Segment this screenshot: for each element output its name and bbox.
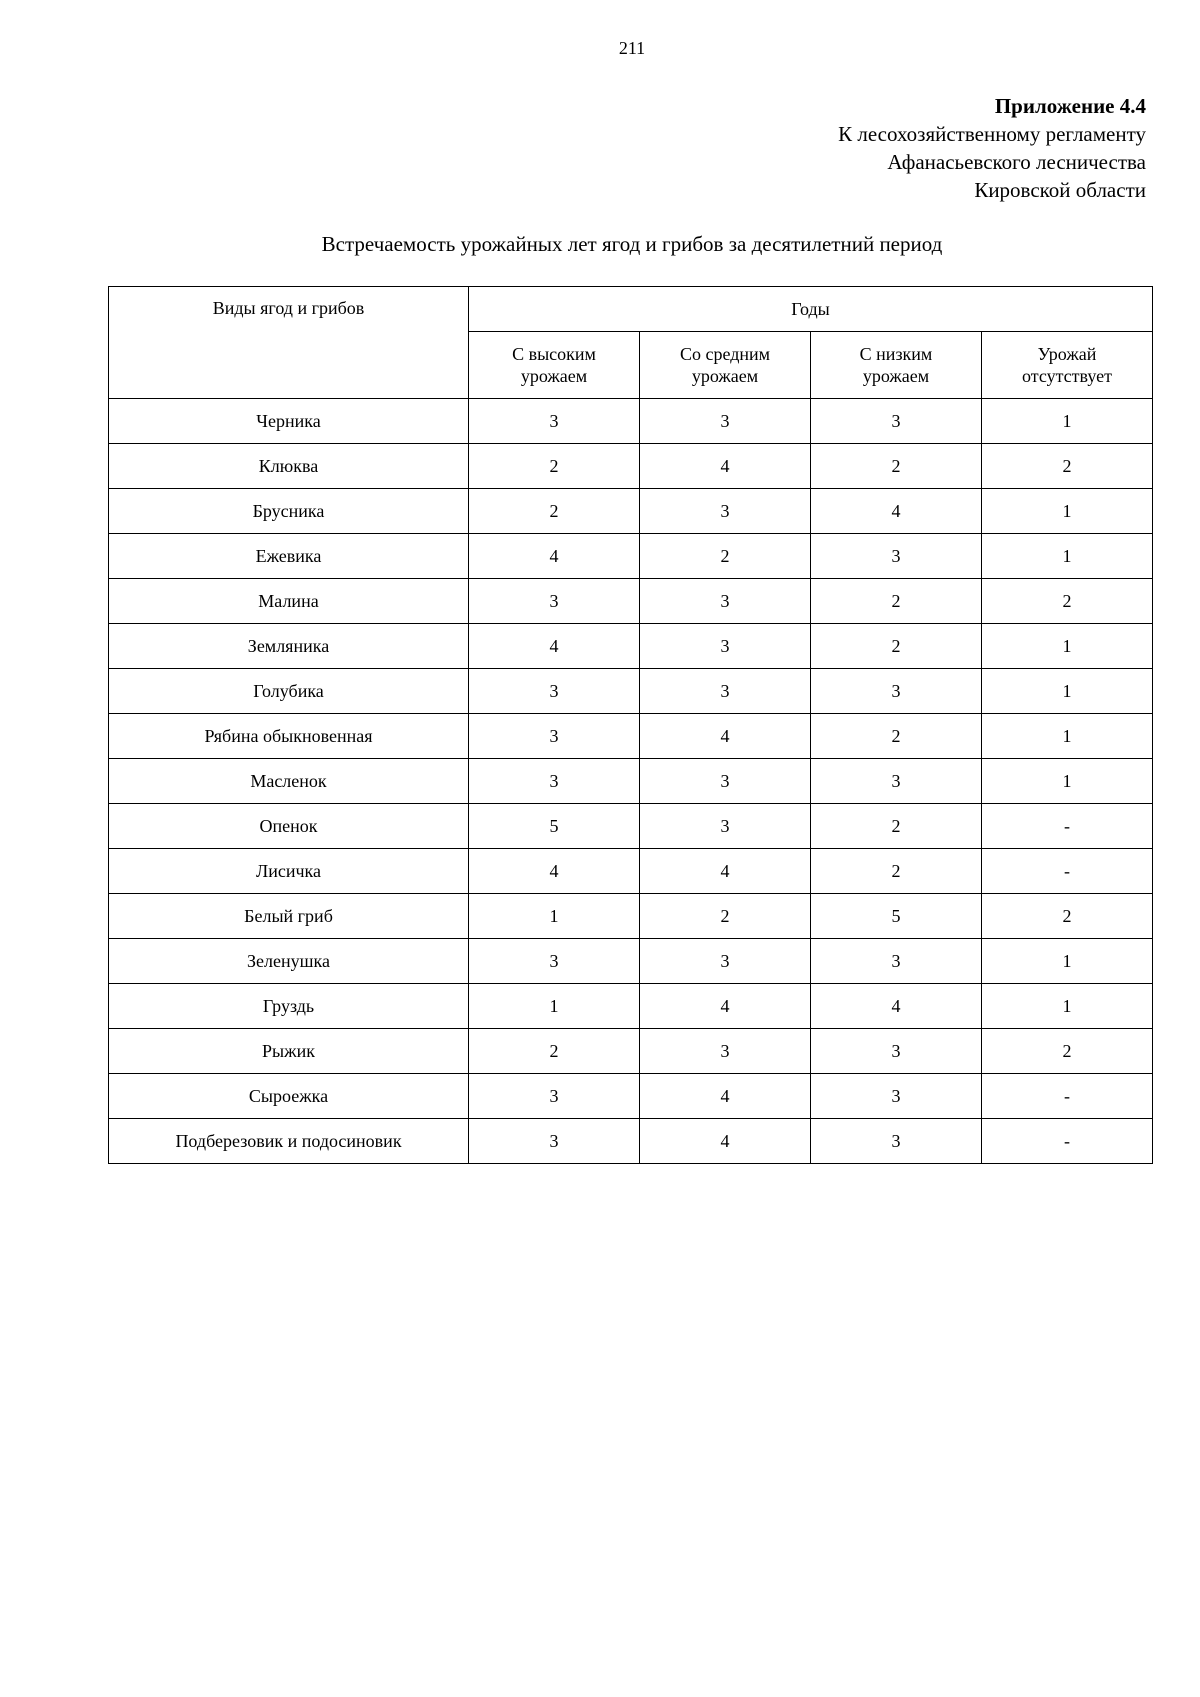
high-yield-cell: 3 <box>469 579 640 624</box>
low-yield-cell: 3 <box>811 399 982 444</box>
no-yield-cell: 1 <box>982 534 1153 579</box>
column-header-line: отсутствует <box>1021 366 1113 386</box>
low-yield-cell: 5 <box>811 894 982 939</box>
mid-yield-cell: 3 <box>640 624 811 669</box>
table-row <box>109 1074 1153 1119</box>
species-name-cell: Земляника <box>109 624 469 669</box>
table-row <box>109 579 1153 624</box>
column-header-line: урожаем <box>862 366 930 386</box>
species-name-cell: Черника <box>109 399 469 444</box>
mid-yield-cell: 2 <box>640 894 811 939</box>
high-yield-cell: 3 <box>469 1119 640 1164</box>
high-yield-cell: 3 <box>469 759 640 804</box>
no-yield-cell: - <box>982 1074 1153 1119</box>
low-yield-cell: 3 <box>811 939 982 984</box>
column-header-line: С низким <box>859 344 933 364</box>
species-name-cell: Малина <box>109 579 469 624</box>
appendix-block <box>838 92 1146 204</box>
species-name-cell: Сыроежка <box>109 1074 469 1119</box>
high-yield-cell: 3 <box>469 1074 640 1119</box>
table-row <box>109 399 1153 444</box>
mid-yield-cell: 3 <box>640 399 811 444</box>
page-number: 211 <box>618 38 646 58</box>
species-name-cell: Брусника <box>109 489 469 534</box>
low-yield-cell: 3 <box>811 759 982 804</box>
table-row <box>109 804 1153 849</box>
mid-yield-cell: 3 <box>640 489 811 534</box>
high-yield-cell: 4 <box>469 624 640 669</box>
no-yield-cell: 1 <box>982 399 1153 444</box>
table-row <box>109 1029 1153 1074</box>
mid-yield-cell: 4 <box>640 984 811 1029</box>
mid-yield-cell: 3 <box>640 804 811 849</box>
table-row <box>109 1119 1153 1164</box>
species-name-cell: Клюква <box>109 444 469 489</box>
no-yield-cell: 1 <box>982 759 1153 804</box>
high-yield-cell: 5 <box>469 804 640 849</box>
species-name-cell: Зеленушка <box>109 939 469 984</box>
high-yield-cell: 3 <box>469 399 640 444</box>
mid-yield-cell: 2 <box>640 534 811 579</box>
high-yield-cell: 4 <box>469 534 640 579</box>
table-row <box>109 849 1153 894</box>
table-row <box>109 444 1153 489</box>
low-yield-cell: 2 <box>811 579 982 624</box>
high-yield-cell: 4 <box>469 849 640 894</box>
no-yield-cell: 2 <box>982 1029 1153 1074</box>
header-species: Виды ягод и грибов <box>109 287 469 399</box>
appendix-line: Афанасьевского лесничества <box>887 150 1146 174</box>
document-title: Встречаемость урожайных лет ягод и грибов за десятилетний период <box>321 232 943 256</box>
table-row <box>109 534 1153 579</box>
species-name-cell: Рыжик <box>109 1029 469 1074</box>
low-yield-cell: 2 <box>811 714 982 759</box>
no-yield-cell: - <box>982 1119 1153 1164</box>
no-yield-cell: 1 <box>982 714 1153 759</box>
high-yield-cell: 1 <box>469 984 640 1029</box>
no-yield-cell: - <box>982 804 1153 849</box>
low-yield-cell: 4 <box>811 984 982 1029</box>
table-row <box>109 984 1153 1029</box>
no-yield-cell: 2 <box>982 579 1153 624</box>
low-yield-cell: 2 <box>811 804 982 849</box>
table-row <box>109 624 1153 669</box>
mid-yield-cell: 3 <box>640 669 811 714</box>
mid-yield-cell: 3 <box>640 939 811 984</box>
no-yield-cell: 2 <box>982 894 1153 939</box>
appendix-line: К лесохозяйственному регламенту <box>838 122 1146 146</box>
low-yield-cell: 2 <box>811 849 982 894</box>
species-name-cell: Груздь <box>109 984 469 1029</box>
high-yield-cell: 2 <box>469 444 640 489</box>
high-yield-cell: 2 <box>469 489 640 534</box>
table-row <box>109 714 1153 759</box>
low-yield-cell: 3 <box>811 669 982 714</box>
species-name-cell: Масленок <box>109 759 469 804</box>
appendix-line: Кировской области <box>974 178 1146 202</box>
high-yield-cell: 3 <box>469 669 640 714</box>
species-name-cell: Ежевика <box>109 534 469 579</box>
species-name-cell: Подберезовик и подосиновик <box>109 1119 469 1164</box>
low-yield-cell: 3 <box>811 1074 982 1119</box>
mid-yield-cell: 3 <box>640 1029 811 1074</box>
no-yield-cell: 2 <box>982 444 1153 489</box>
high-yield-cell: 3 <box>469 939 640 984</box>
column-header-mid <box>640 332 811 399</box>
low-yield-cell: 3 <box>811 1119 982 1164</box>
species-name-cell: Голубика <box>109 669 469 714</box>
mid-yield-cell: 3 <box>640 579 811 624</box>
species-name-cell: Рябина обыкновенная <box>109 714 469 759</box>
column-header-none <box>982 332 1153 399</box>
species-name-cell: Лисичка <box>109 849 469 894</box>
mid-yield-cell: 3 <box>640 759 811 804</box>
low-yield-cell: 4 <box>811 489 982 534</box>
species-name-cell: Белый гриб <box>109 894 469 939</box>
column-header-line: Со средним <box>679 344 771 364</box>
mid-yield-cell: 4 <box>640 714 811 759</box>
table-row <box>109 669 1153 714</box>
mid-yield-cell: 4 <box>640 444 811 489</box>
column-header-low <box>811 332 982 399</box>
header-years: Годы <box>469 287 1153 332</box>
high-yield-cell: 1 <box>469 894 640 939</box>
table-body <box>109 399 1153 1164</box>
low-yield-cell: 3 <box>811 534 982 579</box>
no-yield-cell: 1 <box>982 984 1153 1029</box>
column-header-line: урожаем <box>691 366 759 386</box>
column-header-line: урожаем <box>520 366 588 386</box>
no-yield-cell: - <box>982 849 1153 894</box>
no-yield-cell: 1 <box>982 624 1153 669</box>
no-yield-cell: 1 <box>982 669 1153 714</box>
low-yield-cell: 3 <box>811 1029 982 1074</box>
low-yield-cell: 2 <box>811 624 982 669</box>
column-header-high <box>469 332 640 399</box>
mid-yield-cell: 4 <box>640 849 811 894</box>
high-yield-cell: 2 <box>469 1029 640 1074</box>
no-yield-cell: 1 <box>982 939 1153 984</box>
table-row <box>109 894 1153 939</box>
column-header-line: С высоким <box>512 344 596 364</box>
low-yield-cell: 2 <box>811 444 982 489</box>
column-header-line: Урожай <box>1037 344 1097 364</box>
species-name-cell: Опенок <box>109 804 469 849</box>
appendix-title: Приложение 4.4 <box>994 94 1146 118</box>
table-row <box>109 489 1153 534</box>
table-row <box>109 939 1153 984</box>
mid-yield-cell: 4 <box>640 1074 811 1119</box>
harvest-table <box>108 286 1153 1164</box>
table-row <box>109 759 1153 804</box>
high-yield-cell: 3 <box>469 714 640 759</box>
no-yield-cell: 1 <box>982 489 1153 534</box>
mid-yield-cell: 4 <box>640 1119 811 1164</box>
